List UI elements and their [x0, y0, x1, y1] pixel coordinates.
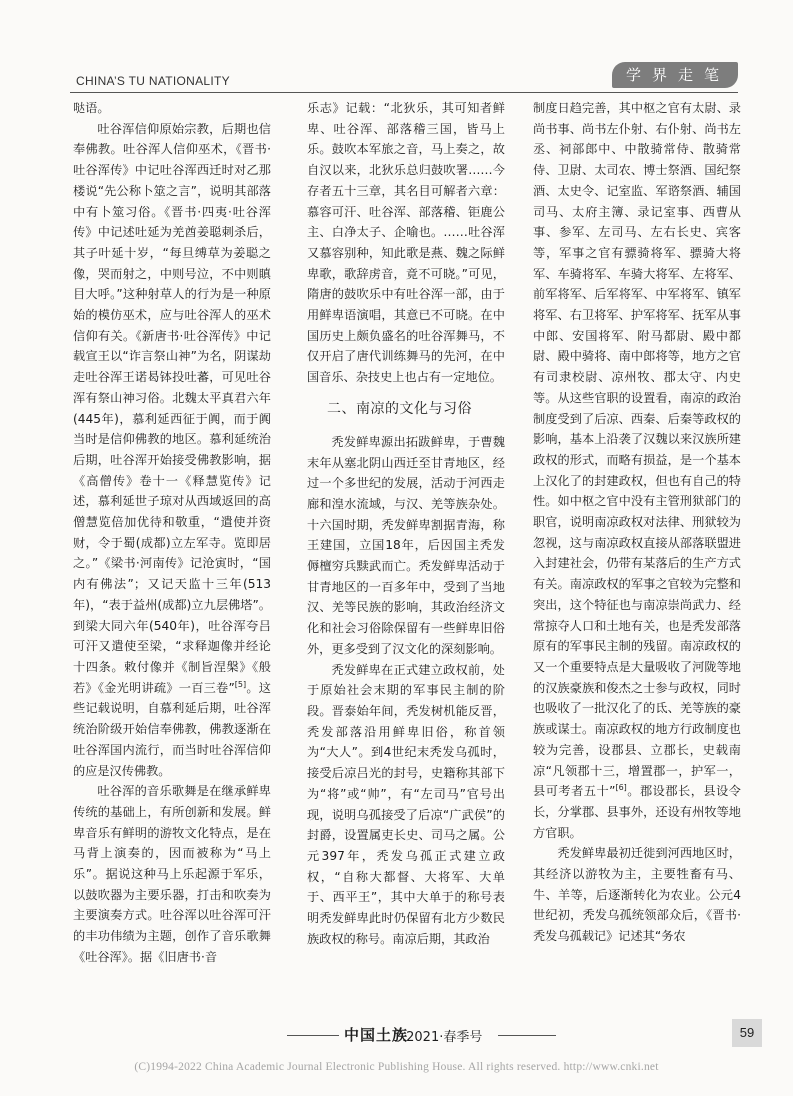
- paragraph: 哒语。: [73, 101, 110, 115]
- paragraph-text: 。这些记载说明，自慕利延后期，吐谷浑统治阶级开始信奉佛教，佛教逐渐在吐谷浑国内流行，而当时吐谷浑信仰的应是汉传佛教。: [73, 680, 271, 778]
- paragraph: 秃发鲜卑源出拓跋鲜卑，于曹魏末年从塞北阴山西迁至甘青地区，经过一个多世纪的发展，活动于河西走廊和湟水流域，与汉、羌等族杂处。十六国时期，秃发鲜卑割据青海，称王建国，立国18年，后因国主秃发傉檀穷兵黩武而亡。秃发鲜卑活动于甘青地区的一百多年中，受到了当地汉、羌等民族的影响，其政治经济文化和社会习俗除保留有一些鲜卑旧俗外，更多受到了汉文化的深刻影响。: [307, 434, 505, 656]
- footnote-ref: [5]: [234, 679, 247, 689]
- copyright-notice: (C)1994-2022 China Academic Journal Electronic Publishing House. All rights reserved. http://www.cnki.net: [134, 1061, 659, 1073]
- paragraph: 吐谷浑的音乐歌舞是在继承鲜卑传统的基础上，有所创新和发展。鲜卑音乐有鲜明的游牧文化特点，是在马背上演奏的，因而被称为“马上乐”。据说这种马上乐起源于军乐，以鼓吹器为主要乐器，打击和吹奏为主要演奏方式。吐谷浑以吐谷浑可汗的丰功伟绩为主题，创作了音乐歌舞《吐谷浑》。据《旧唐书·音: [73, 784, 271, 964]
- paragraph-text: 。郡设郡长，县设令长，分掌郡、县事外，还设有州牧等地方官职。: [533, 784, 741, 840]
- paragraph: [533, 98, 741, 843]
- paragraph: [73, 119, 271, 782]
- paragraph: 乐志》记载：“北狄乐，其可知者鲜卑、吐谷浑、部落稽三国，皆马上乐。鼓吹本军旅之音，马上奏之，故自汉以来，北狄乐总归鼓吹署……今存者五十三章，其名目可解者六章：慕容可汗、吐谷浑、部落稽、钜鹿公主、白净太子、企喻也。……吐谷浑又慕容别种，知此歌是燕、魏之际鲜卑歌，歌辞虏音，竟不可晓。”可见，隋唐的鼓吹乐中有吐谷浑一部，由于用鲜卑语演唱，其意已不可晓。在中国历史上颇负盛名的吐谷浑舞马，不仅开启了唐代训练舞马的先河，在中国音乐、杂技史上也占有一定地位。: [307, 101, 505, 385]
- text-column-2: [307, 98, 505, 949]
- paragraph: 秃发鲜卑在正式建立政权前，处于原始社会末期的军事民主制的阶段。晋泰始年间，秃发树机能反晋，秃发部落沿用鲜卑旧俗，称首领为“大人”。到4世纪末秃发乌孤时，接受后凉吕光的封号，史籍称其部下为“将”或“帅”，有“左司马”官号出现，说明乌孤接受了后凉“广武侯”的封爵，设置属吏长史、司马之属。公元397年，秃发乌孤正式建立政权，“自称大都督、大将军、大单于、西平王”，其中大单于的称号表明秃发鲜卑此时仍保留有北方少数民族政权的称号。南凉后期，其政治: [307, 662, 505, 946]
- section-heading: 二、南凉的文化与习俗: [327, 400, 472, 417]
- paragraph-text: 制度日趋完善，其中枢之官有太尉、录尚书事、尚书左仆射、右仆射、尚书左丞、祠部郎中、中散骑常侍、散骑常侍、卫尉、太司农、博士祭酒、国纪祭酒、太史令、记室监、军谘祭酒、辅国司马、太府主簿、录记室事、西曹从事、参军、左司马、左右长史、宾客等，军事之官有骠骑将军、骠骑大将军、车骑将军、车骑大将军、左将军、前军将军、后军将军、中军将军、镇军将军、右卫将军、护军将军、抚军从事中郎、安国将军、附马都尉、殿中都尉、殿中骑将、南中郎将等，地方之官有司隶校尉、凉州牧、郡太守、内史等。从这些官职的设置看，南凉的政治制度受到了后凉、西秦、后秦等政权的影响，基本上沿袭了汉魏以来汉族所建政权的形式，而略有损益，是一个基本上汉化了的封建政权，但也有自己的特性。如中枢之官中没有主管刑狱部门的职官，说明南凉政权对法律、刑狱较为忽视，这与南凉政权直接从部落联盟进入封建社会，仍带有某落后的生产方式有关。南凉政权的军事之官较为完整和突出，这个特征也与南凉崇尚武力、经常掠夺人口和土地有关，也是秃发部落原有的军事民主制的残留。南凉政权的又一个重要特点是大量吸收了河陇等地的汉族豪族和俊杰之士参与政权，同时也吸收了一批汉化了的氐、羌等族的豪族或谋士。南凉政权的地方行政制度也较为完善，设郡县、立郡长，史载南凉“凡领郡十三，增置郡一，护军一，县可考者五十”: [533, 101, 741, 799]
- page-number: 59: [732, 1019, 762, 1047]
- text-column-3: [533, 98, 741, 947]
- section-badge: 学界走笔: [612, 62, 738, 88]
- footer-rule-right: [498, 1035, 556, 1036]
- text-column-1: [73, 98, 271, 968]
- paragraph: 秃发鲜卑最初迁徙到河西地区时，其经济以游牧为主，主要牲畜有马、牛、羊等，后逐渐转化为农业。公元4世纪初，秃发乌孤统领部众后，《晋书·秃发乌孤载记》记述其“务农: [533, 846, 741, 944]
- journal-logo: 中国土族: [344, 1026, 409, 1044]
- page-footer: [0, 1024, 793, 1044]
- header-rule: [70, 92, 738, 93]
- footnote-ref: [6]: [615, 783, 627, 793]
- footer-rule-left: [287, 1035, 339, 1036]
- paragraph-text: 吐谷浑信仰原始宗教，后期也信奉佛教。吐谷浑人信仰巫术，《晋书·吐谷浑传》中记吐谷浑西迁时对乙那楼说“先公称卜筮之言”，说明其部落中有卜筮习俗。《晋书·四夷·吐谷浑传》中记述吐延为羌酋姜聪刺杀后，其子叶延十岁，“每旦缚草为姜聪之像，哭而射之，中则号泣，不中则瞋目大呼。”这种射草人的行为是一种原始的模仿巫术，应与吐谷浑人的巫术信仰有关。《新唐书·吐谷浑传》中记载宣王以“诈言祭山神”为名，阴谋劫走吐谷浑王诺曷钵投吐蕃，可见吐谷浑有祭山神习俗。北魏太平真君六年(445年)，慕利延西征于阗，而于阗当时是信仰佛教的地区。慕利延统治后期，吐谷浑开始接受佛教影响，据《高僧传》卷十一《释慧览传》记述，慕利延世子琼对从西域返回的高僧慧览倍加优待和敬重，“遣使并资财，令于蜀(成都)立左军寺。览即居之。”《梁书·河南传》记沧寅时，“国内有佛法”；又记天监十三年(513年)，“表于益州(成都)立九层佛塔”。到梁大同六年(540年)，吐谷浑夸吕可汗又遣使至梁，“求释迦像并经论十四条。敕付像并《制旨涅槃》《般若》《金光明讲疏》一百三卷”: [73, 121, 271, 695]
- journal-english-title: CHINA’S TU NATIONALITY: [76, 74, 230, 88]
- issue-label: .2021·春季号: [402, 1030, 483, 1045]
